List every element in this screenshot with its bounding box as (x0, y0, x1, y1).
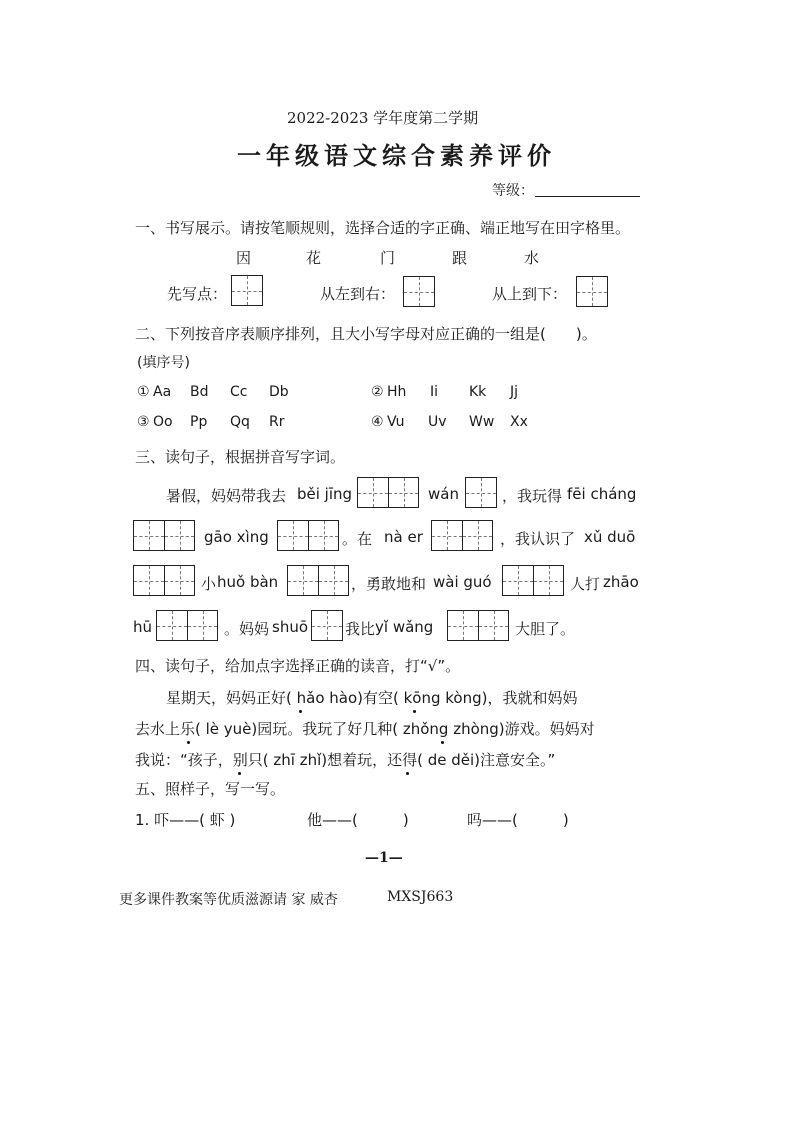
section2-heading: 二、下列按音序表顺序排列，且大小写字母对应正确的一组是( )。 (135, 325, 597, 343)
emphasis-dot (187, 741, 190, 744)
letter-pair: Kk (469, 384, 487, 400)
letter-pair: Pp (190, 414, 208, 430)
sentence-text: 暑假，妈妈带我去 (166, 487, 287, 505)
writing-grid[interactable] (403, 276, 435, 307)
writing-grid[interactable] (502, 565, 564, 596)
letter-pair: Ii (430, 384, 439, 400)
emphasis-dot (238, 772, 241, 775)
grade-blank (535, 196, 640, 197)
prompt-dot-first: 先写点： (167, 285, 228, 303)
emphasis-dot (406, 772, 409, 775)
section2-note: (填序号) (137, 355, 190, 371)
pinyin: wán (428, 485, 459, 503)
pinyin: gāo xìng (204, 528, 269, 546)
letter-pair: Bd (190, 384, 209, 400)
letter-pair: Cc (230, 384, 248, 400)
section3-heading: 三、读句子，根据拼音写字词。 (135, 448, 346, 466)
letter-pair: Ww (469, 414, 495, 430)
emphasis-dot (413, 710, 416, 713)
section5-heading: 五、照样子，写一写。 (135, 780, 286, 798)
section4-heading: 四、读句子，给加点字选择正确的读音，打“√”。 (135, 657, 461, 675)
sentence-text: 。妈妈 (224, 620, 270, 638)
answer-item[interactable]: 吗——( ) (467, 811, 569, 829)
writing-grid[interactable] (357, 477, 419, 508)
char-4: 跟 (452, 249, 468, 267)
letter-pair: Aa (153, 384, 172, 400)
option-number: ① (137, 384, 150, 400)
sentence-text: 。在 (342, 530, 373, 548)
char-1: 因 (236, 249, 252, 267)
pinyin: yǐ wǎng (375, 618, 434, 636)
term-label: 2022-2023 学年度第二学期 (287, 109, 479, 127)
page-title: 一年级语文综合素养评价 (237, 141, 556, 170)
sentence-line: 星期天，妈妈正好( hǎo hào)有空( kōng kòng)，我就和妈妈 (166, 689, 578, 707)
pinyin: nà er (384, 528, 423, 546)
writing-grid[interactable] (156, 610, 218, 641)
writing-grid[interactable] (277, 520, 339, 551)
writing-grid[interactable] (231, 275, 263, 306)
letter-pair: Qq (230, 414, 250, 430)
letter-pair: Rr (269, 414, 285, 430)
example-item: 1. 吓——( 虾 ) (135, 811, 236, 829)
writing-grid[interactable] (133, 520, 195, 551)
writing-grid[interactable] (465, 477, 497, 508)
sentence-text: ，我认识了 (500, 530, 576, 548)
pinyin: huǒ bàn (217, 573, 279, 591)
footer-note: 更多课件教案等优质滋源请 家 威杏 (119, 892, 338, 908)
char-5: 水 (524, 249, 540, 267)
option-number: ③ (137, 414, 150, 430)
writing-grid[interactable] (431, 520, 493, 551)
writing-grid[interactable] (576, 276, 608, 307)
letter-pair: Vu (387, 414, 405, 430)
letter-pair: Hh (387, 384, 407, 400)
option-number: ④ (371, 414, 384, 430)
page-number: —1— (365, 850, 403, 866)
pinyin: fēi cháng (567, 485, 637, 503)
letter-pair: Uv (428, 414, 447, 430)
writing-grid[interactable] (287, 565, 349, 596)
emphasis-dot (299, 710, 302, 713)
pinyin: shuō (272, 618, 309, 636)
answer-item[interactable]: 他——( ) (307, 811, 409, 829)
letter-pair: Xx (510, 414, 528, 430)
pinyin: běi jīng (297, 485, 353, 503)
sentence-text: 我比 (345, 620, 376, 638)
option-number: ② (371, 384, 384, 400)
pinyin: xǔ duō (584, 528, 636, 546)
sentence-text: 人打 (570, 575, 601, 593)
char-2: 花 (306, 249, 322, 267)
footer-code: MXSJ663 (387, 889, 454, 905)
pinyin: wài guó (433, 573, 492, 591)
letter-pair: Jj (510, 384, 519, 400)
section1-heading: 一、书写展示。请按笔顺规则，选择合适的字正确、端正地写在田字格里。 (135, 219, 631, 237)
pinyin: hū (133, 618, 153, 636)
prompt-top-bottom: 从上到下： (492, 285, 568, 303)
writing-grid[interactable] (133, 565, 195, 596)
sentence-text: ，我玩得 (502, 487, 563, 505)
prompt-left-right: 从左到右： (320, 285, 396, 303)
sentence-text: 小 (201, 575, 217, 593)
letter-pair: Db (269, 384, 289, 400)
emphasis-dot (441, 741, 444, 744)
writing-grid[interactable] (311, 610, 343, 641)
pinyin: zhāo (603, 573, 639, 591)
sentence-line: 去水上乐( lè yuè)园玩。我玩了好几种( zhǒng zhòng)游戏。妈妈对 (135, 720, 595, 738)
char-3: 门 (380, 249, 396, 267)
writing-grid[interactable] (447, 610, 509, 641)
sentence-text: ，勇敢地和 (351, 575, 427, 593)
letter-pair: Oo (153, 414, 173, 430)
grade-label: 等级： (492, 183, 534, 199)
sentence-line: 我说：“孩子，别只( zhī zhǐ)想着玩，还得( de děi)注意安全。” (135, 751, 556, 769)
sentence-text: 大胆了。 (515, 620, 576, 638)
